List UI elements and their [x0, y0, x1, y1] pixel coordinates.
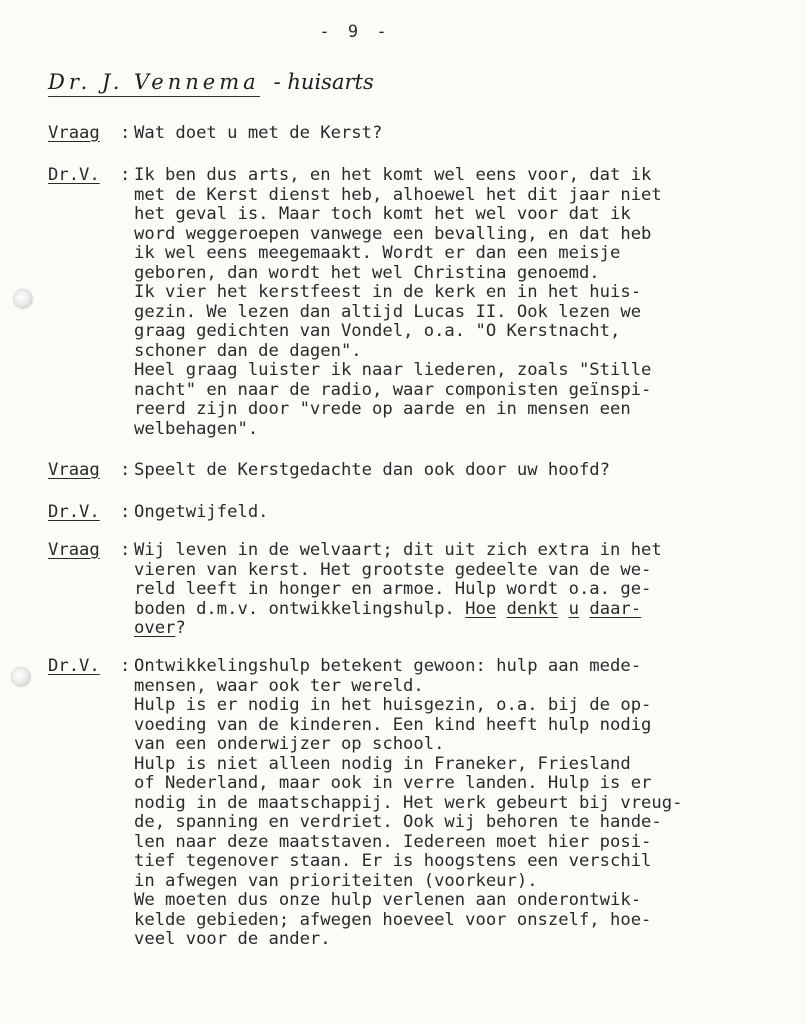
text-line: mensen, waar ook ter wereld.	[134, 675, 424, 696]
underlined-phrase: over	[134, 618, 176, 638]
text-line: tief tegenover staan. Er is hoogstens een verschil	[134, 851, 652, 871]
answer-block	[48, 503, 748, 523]
doctor-role: - huisarts	[273, 70, 374, 94]
speaker-label: Dr.V.	[48, 502, 100, 522]
text-line: Wat doet u met de Kerst?	[134, 123, 383, 143]
text-line	[134, 600, 748, 620]
text-line: reerd zijn door "vrede op aarde en in mensen een	[134, 399, 631, 419]
text-line: Ongetwijfeld.	[134, 502, 269, 522]
underlined-phrase: Hoe	[465, 598, 497, 619]
text-line: veel voor de ander.	[134, 929, 331, 949]
speaker-label: Vraag	[48, 540, 100, 560]
text-line: Wij leven in de welvaart; dit uit zich extra in het	[134, 540, 662, 560]
text-line: in afwegen van prioriteiten (voorkeur).	[134, 870, 538, 891]
question-block	[48, 541, 748, 639]
text-line: welbehagen".	[134, 418, 259, 439]
text-line: geboren, dan wordt het wel Christina genoemd.	[134, 262, 600, 283]
text-line: reld leeft in honger en armoe. Hulp wordt o.a. ge-	[134, 579, 652, 599]
text-line: gezin. We lezen dan altijd Lucas II. Ook lezen we	[134, 301, 642, 322]
speaker-label: Dr.V.	[48, 656, 100, 676]
text-line: Hulp is niet alleen nodig in Franeker, Friesland	[134, 753, 631, 774]
question-block	[48, 461, 748, 481]
text-line: voeding van de kinderen. Een kind heeft hulp nodig	[134, 714, 652, 735]
text-line-part: ?	[175, 618, 186, 638]
page-number: - 9 -	[319, 22, 391, 42]
text-line: len naar deze maatstaven. Iedereen moet hier posi-	[134, 831, 652, 852]
text-line: of Nederland, maar ook in verre landen. Hulp is er	[134, 773, 652, 793]
text-line: Speelt de Kerstgedachte dan ook door uw hoofd?	[134, 460, 610, 480]
punch-hole	[12, 668, 30, 686]
underlined-phrase: daar-	[589, 598, 642, 619]
page-title	[48, 70, 374, 94]
text-line: nodig in de maatschappij. Het werk gebeurt bij vreug-	[134, 792, 683, 813]
text-line: ik wel eens meegemaakt. Wordt er dan een meisje	[134, 243, 621, 263]
text-line: vieren van kerst. Het grootste gedeelte van de we-	[134, 559, 652, 580]
text-line: kelde gebieden; afwegen hoeveel voor onszelf, hoe-	[134, 909, 652, 930]
text-line-part: boden d.m.v. ontwikkelingshulp.	[134, 598, 455, 619]
text-line: We moeten dus onze hulp verlenen aan onderontwik-	[134, 890, 642, 910]
speaker-separator: :	[120, 123, 131, 143]
underlined-phrase: u	[568, 598, 580, 619]
text-line	[134, 619, 748, 639]
speaker-separator: :	[120, 165, 131, 185]
question-block	[48, 124, 748, 144]
answer-block	[48, 657, 748, 950]
text-line: nacht" en naar de radio, waar componisten geïnspi-	[134, 379, 652, 400]
speaker-separator: :	[120, 656, 131, 676]
text-line: Ontwikkelingshulp betekent gewoon: hulp aan mede-	[134, 656, 642, 676]
underlined-phrase: denkt	[506, 598, 559, 619]
text-line: Ik vier het kerstfeest in de kerk en in het huis-	[134, 282, 642, 302]
answer-block	[48, 166, 748, 439]
punch-hole	[14, 290, 32, 308]
speaker-label: Vraag	[48, 123, 100, 143]
text-line: Ik ben dus arts, en het komt wel eens voor, dat ik	[134, 165, 652, 185]
speaker-separator: :	[120, 540, 131, 560]
text-line: met de Kerst dienst heb, alhoewel het dit jaar niet	[134, 184, 662, 205]
text-line: Hulp is er nodig in het huisgezin, o.a. bij de op-	[134, 695, 652, 715]
text-line: van een onderwijzer op school.	[134, 734, 445, 754]
text-line: graag gedichten van Vondel, o.a. "O Kerstnacht,	[134, 321, 621, 341]
text-line: het geval is. Maar toch komt het wel voor dat ik	[134, 204, 631, 224]
speaker-label: Vraag	[48, 460, 100, 480]
text-line: Heel graag luister ik naar liederen, zoals "Stille	[134, 360, 652, 380]
doctor-name: Dr. J. Vennema	[48, 70, 260, 97]
text-line: de, spanning en verdriet. Ook wij behoren te hande-	[134, 812, 662, 832]
speaker-label: Dr.V.	[48, 165, 100, 185]
text-line: schoner dan de dagen".	[134, 340, 362, 361]
speaker-separator: :	[120, 460, 131, 480]
speaker-separator: :	[120, 502, 131, 522]
text-line: word weggeroepen vanwege een bevalling, en dat heb	[134, 223, 652, 244]
